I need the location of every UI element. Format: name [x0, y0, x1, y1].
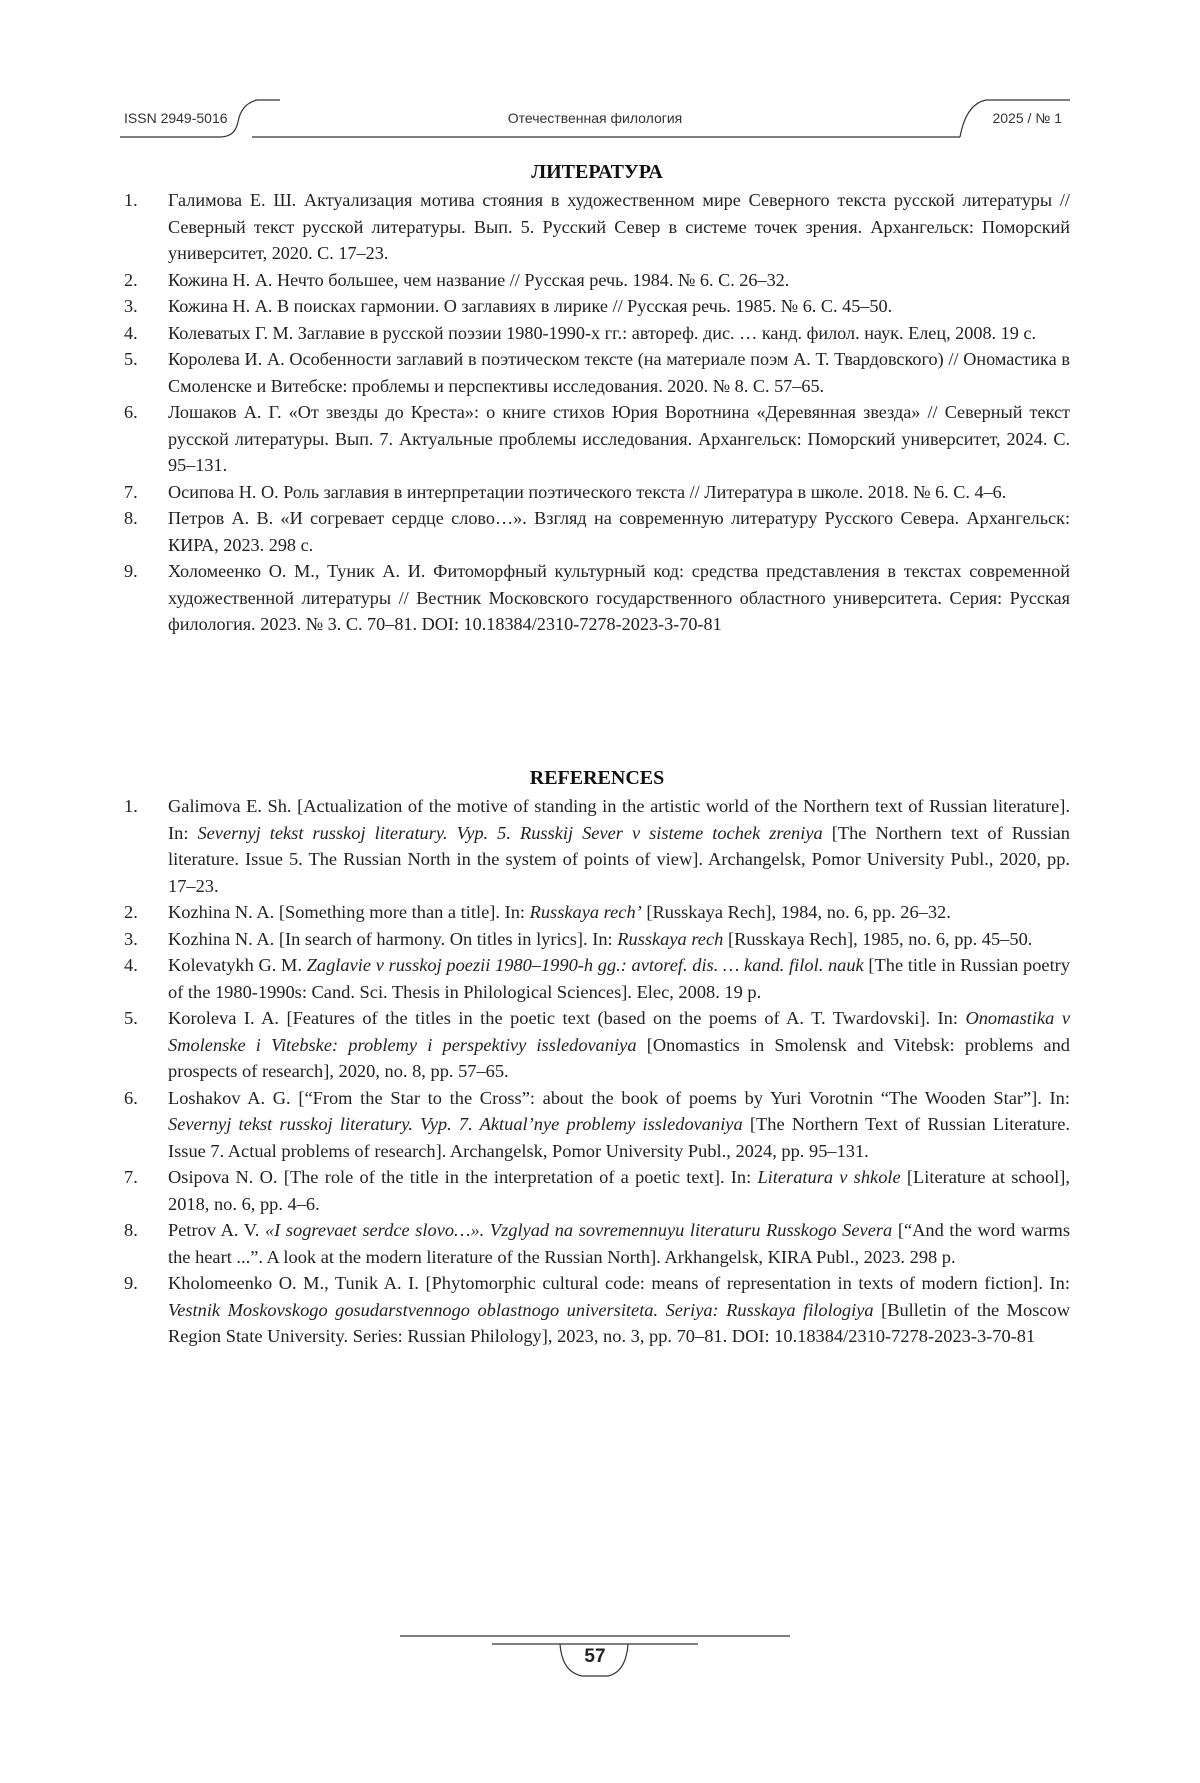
reference-text: Петров А. В. «И согревает сердце слово…». Взгляд на современную литературу Русского Севера. Архангельск: КИРА, 2023. 298 с. [168, 508, 1070, 555]
running-header [120, 92, 1070, 142]
reference-number: 4. [124, 955, 138, 975]
reference-number: 5. [124, 349, 138, 369]
reference-item [124, 320, 1070, 347]
reference-text: [Literature at school], 2018, no. 6, pp. 4–6. [168, 1167, 1070, 1214]
reference-source-title: Vestnik Moskovskogo gosudarstvennogo oblastnogo universiteta. Seriya: Russkaya filologiya [168, 1299, 874, 1320]
reference-text: Loshakov A. G. [“From the Star to the Cross”: about the book of poems by Yuri Vorotnin “The Wooden Star”]. In: [168, 1087, 1070, 1108]
reference-number: 7. [124, 481, 138, 502]
reference-text: Галимова Е. Ш. Актуализация мотива стояния в художественном мире Северного текста русской литературы // Северный текст русской литературы. Вып. 5. Русский Север в системе точек зрения. Архангельск: Поморский университет, 2020. С. 17–23. [168, 190, 1070, 263]
reference-text: [The title in Russian poetry of the 1980-1990s: Cand. Sci. Thesis in Philological Sciences]. Elec, 2008. 19 p. [168, 955, 1070, 1002]
reference-item [124, 293, 1070, 320]
reference-text: Kozhina N. A. [Something more than a title]. In: [168, 902, 530, 922]
issn-label: ISSN 2949-5016 [124, 110, 228, 126]
reference-item [124, 346, 1070, 399]
reference-source-title: Literatura v shkole [757, 1167, 901, 1187]
reference-number: 6. [124, 1087, 138, 1108]
reference-text: [The Northern Text of Russian Literature. Issue 7. Actual problems of research]. Archangelsk, Pomor University Publ., 2024, pp. 95–131. [168, 1114, 1070, 1161]
reference-text: Kolevatykh G. M. [168, 955, 307, 975]
reference-source-title: Onomastika v Smolenske i Vitebske: problemy i perspektivy issledovaniya [168, 1008, 1070, 1055]
reference-number: 3. [124, 296, 138, 316]
reference-number: 7. [124, 1167, 138, 1187]
references-en-title: REFERENCES [529, 767, 665, 789]
reference-number: 8. [124, 508, 138, 528]
reference-text: Kozhina N. A. [In search of harmony. On titles in lyrics]. In: [168, 928, 618, 949]
reference-item [124, 267, 1070, 294]
reference-text: [Russkaya Rech], 1985, no. 6, pp. 45–50. [723, 928, 1033, 949]
reference-item [124, 1164, 1070, 1217]
reference-text: Кожина Н. А. Нечто большее, чем название // Русская речь. 1984. № 6. С. 26–32. [168, 269, 790, 290]
references-ru-section [124, 159, 1070, 638]
reference-text: [The Northern text of Russian literature. Issue 5. The Russian North in the system of points of view]. Archangelsk, Pomor University Publ., 2020, pp. 17–23. [168, 822, 1070, 896]
reference-text: Kholomeenko O. M., Tunik A. I. [Phytomorphic cultural code: means of representation in texts of modern fiction]. In: [168, 1273, 1070, 1293]
reference-source-title: «I sogrevaet serdce slovo…». Vzglyad na sovremennuyu literaturu Russkogo Severa [264, 1220, 893, 1240]
reference-number: 2. [124, 269, 138, 290]
references-ru-title: ЛИТЕРАТУРА [531, 161, 663, 183]
reference-number: 2. [124, 902, 138, 922]
references-ru-list [124, 187, 1070, 638]
reference-text: [“And the word warms the heart ...”. A look at the modern literature of the Russian North]. Arkhangelsk, KIRA Publ., 2023. 298 p. [168, 1220, 1070, 1267]
reference-item [124, 558, 1070, 638]
reference-text: Осипова Н. О. Роль заглавия в интерпретации поэтического текста // Литература в школе. 2018. № 6. С. 4–6. [168, 481, 1007, 502]
reference-text: Кожина Н. А. В поисках гармонии. О заглавиях в лирике // Русская речь. 1985. № 6. С. 45–50. [168, 296, 893, 316]
reference-item [124, 399, 1070, 479]
reference-item [124, 926, 1070, 953]
page-number: 57 [584, 1646, 606, 1667]
reference-text: Petrov A. V. [168, 1220, 265, 1240]
reference-text: [Russkaya Rech], 1984, no. 6, pp. 26–32. [641, 902, 951, 922]
reference-text: Лошаков А. Г. «От звезды до Креста»: о книге стихов Юрия Воротнина «Деревянная звезда» // Северный текст русской литературы. Вып. 7. Актуальные проблемы исследования. Архангельск: Поморский университет, 2024. С. 95–131. [168, 402, 1070, 475]
reference-number: 4. [124, 322, 138, 343]
reference-item [124, 479, 1070, 506]
reference-text: [Bulletin of the Moscow Region State University. Series: Russian Philology], 2023, no. 3, pp. 70–81. DOI: 10.18384/2310-7278-2023-3-70-81 [168, 1299, 1070, 1346]
reference-source-title: Severnyj tekst russkoj literatury. Vyp. 5. Russkij Sever v sisteme tochek zreniya [197, 822, 823, 843]
reference-source-title: Russkaya rech [617, 928, 724, 949]
reference-text: Koroleva I. A. [Features of the titles in the poetic text (based on the poems of A. T. Twardovski]. In: [168, 1008, 966, 1028]
reference-item [124, 1217, 1070, 1270]
references-en-list [124, 793, 1070, 1350]
reference-text: Колеватых Г. М. Заглавие в русской поэзии 1980-1990-х гг.: автореф. дис. … канд. филол. наук. Елец, 2008. 19 с. [168, 322, 1037, 343]
reference-number: 1. [124, 796, 138, 816]
reference-source-title: Zaglavie v russkoj poezii 1980–1990-h gg.: avtoref. dis. … kand. filol. nauk [306, 955, 864, 975]
reference-number: 9. [124, 561, 138, 581]
journal-title: Отечественная филология [507, 110, 683, 126]
reference-item [124, 793, 1070, 899]
reference-item [124, 899, 1070, 926]
reference-source-title: Severnyj tekst russkoj literatury. Vyp. 7. Aktual’nye problemy issledovaniya [168, 1114, 743, 1134]
page-footer [400, 1630, 790, 1690]
issue-label: 2025 / № 1 [992, 110, 1062, 126]
reference-number: 6. [124, 402, 138, 422]
reference-text: Королева И. А. Особенности заглавий в поэтическом тексте (на материале поэм А. Т. Твардовского) // Ономастика в Смоленске и Витебске: проблемы и перспективы исследования. 2020. № 8. С. 57–65. [168, 349, 1070, 396]
reference-number: 1. [124, 190, 138, 210]
reference-text: Osipova N. O. [The role of the title in the interpretation of a poetic text]. In: [168, 1167, 758, 1187]
reference-item [124, 505, 1070, 558]
reference-item [124, 1085, 1070, 1165]
reference-text: Холомеенко О. М., Туник А. И. Фитоморфный культурный код: средства представления в текстах современной художественной литературы // Вестник Московского государственного областного университета. Серия: Русская филология. 2023. № 3. С. 70–81. DOI: 10.18384/2310-7278-2023-3-70-81 [168, 561, 1070, 634]
reference-item [124, 952, 1070, 1005]
reference-item [124, 1005, 1070, 1085]
reference-item [124, 187, 1070, 267]
reference-number: 8. [124, 1220, 138, 1240]
reference-number: 3. [124, 928, 138, 949]
reference-item [124, 1270, 1070, 1350]
reference-number: 9. [124, 1273, 138, 1293]
reference-source-title: Russkaya rech’ [529, 902, 642, 922]
references-en-section [124, 765, 1070, 1350]
reference-number: 5. [124, 1008, 138, 1028]
reference-text: Galimova E. Sh. [Actualization of the motive of standing in the artistic world of the Northern text of Russian literature]. In: [168, 796, 1070, 843]
reference-text: [Onomastics in Smolensk and Vitebsk: problems and prospects of research], 2020, no. 8, pp. 57–65. [168, 1034, 1070, 1081]
